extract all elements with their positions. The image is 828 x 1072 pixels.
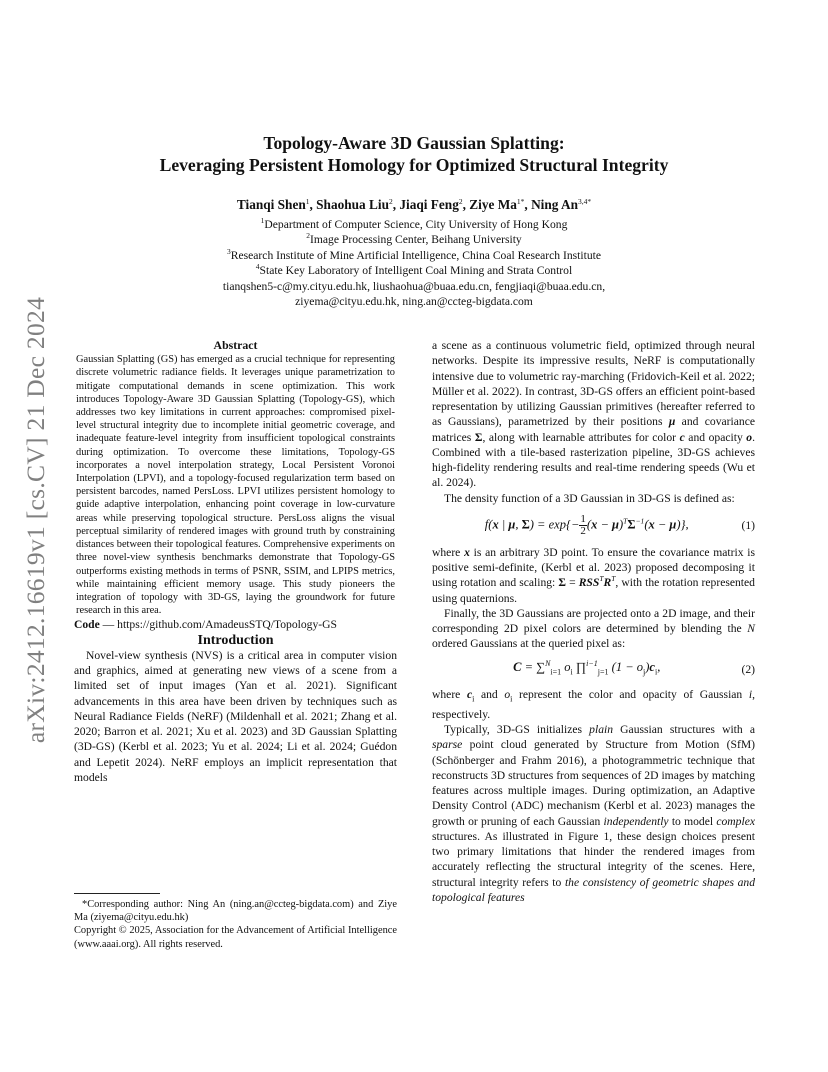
affil-mark: 2 [306,231,311,241]
paper-title-line-1: Topology-Aware 3D Gaussian Splatting: [263,133,565,153]
arxiv-identifier-text: arXiv:2412.16619v1 [cs.CV] 21 Dec 2024 [21,296,50,744]
affiliation-line [74,248,754,263]
footnotes [74,898,397,951]
email-line: tianqshen5-c@my.cityu.edu.hk, liushaohua@buaa.edu.cn, fengjiaqi@buaa.edu.cn, [222,279,606,293]
introduction-heading: Introduction [197,632,274,648]
equation-1 [432,514,755,537]
abstract-text: Gaussian Splatting (GS) has emerged as a crucial technique for representing discrete volumetric radiance fields. It leverages unique parametrization to mitigate computational demands in scene optimization. This work introduces Topology-Aware 3D Gaussian Splatting (Topology-GS), which addresses two key limitations in current approaches: compromised pixel-level structural integrity due to incomplete initial geometric coverage, and inadequate feature-level integrity from insufficient topological constraints during optimization. To overcome these limitations, Topology-GS incorporates a novel interpolation strategy, Local Persistent Voronoi Interpolation (LPVI), and a topology-focused regularization term based on persistent barcodes, named PersLoss. LPVI utilizes persistent homology to guide adaptive interpolation, enhancing point coverage in low-curvature areas while preserving topological structure. PersLoss aligns the visual perceptual similarity of rendered images with ground truth by constraining distances between their topological features. Comprehensive experiments on three novel-view synthesis benchmarks demonstrate that Topology-GS outperforms existing methods in terms of PSNR, SSIM, and LPIPS metrics, while maintaining efficient memory usage. This study pioneers the integration of topology with 3D-GS, laying the groundwork for future research in this area. [76,354,395,617]
equation-1-body: f(x | μ, Σ) = exp{− $\frac{1}{2}$ $(x - \mu)^T\Sigma^{-1}(x - \mu)$}, [484,512,689,537]
email-line: ziyema@cityu.edu.hk, ning.an@ccteg-bigdata.com [295,295,533,309]
footnote-rule [74,893,160,894]
arxiv-identifier-stamp [14,280,58,760]
author-affil-mark: 1* [516,197,525,206]
code-link[interactable]: — https://github.com/AmadeusSTQ/Topology-GS [99,618,337,632]
affiliations [74,217,754,309]
affil-mark: 1 [260,216,265,225]
paper-title-line-2: Leveraging Persistent Homology for Optimized Structural Integrity [159,155,669,175]
author-name: Tianqi Shen [236,197,306,212]
paragraph: Typically, 3D-GS initializes plain Gaussian structures with a sparse point cloud generated by Structure from Motion (SfM) (Schönberger and Frahm 2016), a photogrammetric technique that reconstructs 3D structures from sequences of 2D images by matching features across multiple images. During optimization, an Adaptive Density Control (ADC) mechanism (Kerbl et al. 2023) manages the growth or pruning of each Gaussian independently to model complex structures. As illustrated in Figure 1, these design choices present two primary limitations that hinder the rendered images from accurately reflecting the structural integrity of the scenes. Here, structural integrity refers to the consistency of geometric shapes and topological features [432,723,755,904]
equation-2-number: (2) [741,662,755,676]
author-affil-mark: 2 [458,197,463,206]
title-block [74,132,754,309]
author-name: Ning An [531,197,578,212]
author-affil-mark: 2 [388,197,393,206]
paragraph: where $c_i$ and $o_i$ represent the color and opacity of Gaussian i, respectively. [432,688,755,721]
right-column [432,338,755,905]
author-affil-mark: 3,4* [578,197,592,206]
paragraph: The density function of a 3D Gaussian in 3D-GS is defined as: [444,491,735,505]
affil-text: State Key Laboratory of Intelligent Coal Mining and Strata Control [259,264,573,278]
author-list: Tianqi Shen$^1$, Shaohua Liu$^2$, Jiaqi Feng$^2$, Ziye $Ma^{1*}$, Ning $An^{3,4*}$ [236,197,592,212]
code-line [74,617,397,632]
abstract-heading: Abstract [213,338,258,352]
author-affil-mark: 1 [305,197,310,206]
paragraph: where x is an arbitrary 3D point. To ensure the covariance matrix is positive semi-definite, (Kerbl et al. 2023) proposed decomposing it using rotation and scaling: $\Sigma = RSS^TR^T$, with the rotation represented using quaternions. [432,545,755,605]
equation-1-number: (1) [741,518,755,532]
footnote-corresponding-author: *Corresponding author: Ning An (ning.an@ccteg-bigdata.com) and Ziye Ma (ziyema@cityu.edu.hk) [74,899,397,924]
footnote-copyright: Copyright © 2025, Association for the Advancement of Artificial Intelligence (www.aaai.org). All rights reserved. [74,925,397,950]
author-name: Ziye Ma [469,197,517,212]
paragraph: a scene as a continuous volumetric field, optimized through neural networks. Despite its impressive results, NeRF is computationally intensive due to volumetric ray-marching (Fridovich-Keil et al. 2022; Müller et al. 2022). In contrast, 3D-GS offers an efficient point-based representation by utilizing Gaussian primitives (hereafter referred to as Gaussians), parametrized by their positions μ and covariance matrices Σ, along with learnable attributes for color c and opacity o. Combined with a tile-based rasterization pipeline, 3D-GS achieves high-fidelity rendering results and real-time rendering speeds (Wu et al. 2024). [432,339,755,490]
paragraph: Finally, the 3D Gaussians are projected onto a 2D image, and their corresponding 2D pixel colors are determined by blending the N ordered Gaussians at the queried pixel as: [432,606,755,651]
affiliation-line [74,263,754,278]
affiliation-line [74,232,754,247]
affil-text: Image Processing Center, Beihang University [310,233,522,247]
equation-2-body: C = ∑$^N_{i=1}$ $o_i$ ∏$^{i-1}_{j=1}$ $(1 - o_j)c_i$, [513,658,661,676]
intro-paragraph: Novel-view synthesis (NVS) is a critical area in computer vision and graphics, aimed at generating new views of a scene from a limited set of input images (Yan et al. 2021). Significant advancements in this area have been driven by techniques such as Neural Radiance Fields (NeRF) (Mildenhall et al. 2021; Zhang et al. 2020; Barron et al. 2021; Xu et al. 2023) and 3D Gaussian Splatting (3D-GS) (Kerbl et al. 2023; Yu et al. 2024; Li et al. 2024; Guédon and Lepetit 2024). NeRF employs an implicit representation that models [74,648,397,784]
affil-text: Research Institute of Mine Artificial Intelligence, China Coal Research Institute [230,248,601,262]
author-name: Jiaqi Feng [399,197,459,212]
author-name: Shaohua Liu [316,197,389,212]
affil-text: Department of Computer Science, City University of Hong Kong [264,218,568,231]
left-column [74,338,397,785]
affiliation-line [74,217,754,232]
code-label: Code [74,618,100,632]
equation-2 [432,660,755,680]
affil-mark: 3 [227,246,231,256]
affil-mark: 4 [255,262,260,272]
